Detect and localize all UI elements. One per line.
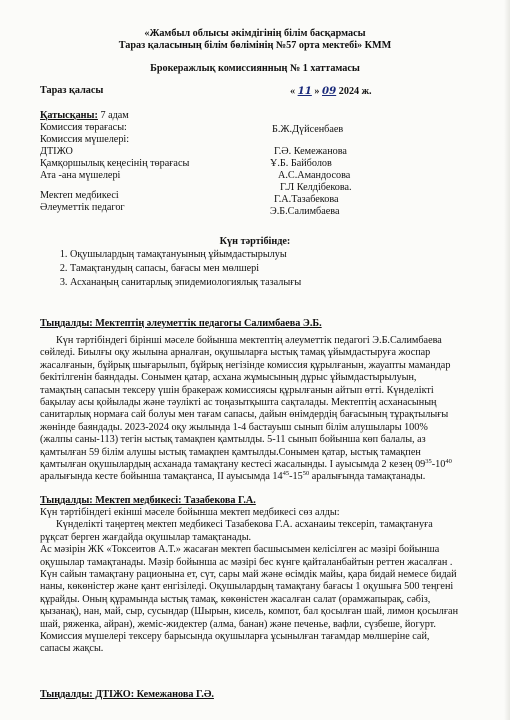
section2-line: Ас мәзірін ЖК «Токсеитов А.Т.» жасаған мектеп басшысымен келісілген ас мәзірі бойынша xyxy=(40,544,440,556)
time-sup: 40 xyxy=(445,458,452,466)
name-keldibekova: Г.Л Келдібекова. xyxy=(280,182,352,193)
role-parents: Ата -ана мүшелері xyxy=(40,170,121,181)
role-board-chair: Қамқоршылық кеңесінің төрағасы xyxy=(40,158,190,169)
section2-line: Күнделікті таңертең мектеп медбикесі Тазабекова Г.А. асханаиы тексеріп, тамақтануға xyxy=(56,519,433,531)
section2-line: Комиссия мүшелері тексеру барысында оқушыларға ұсынылған тағамдар мөлшеріне сай, xyxy=(40,631,430,643)
section1-line: бақылау асы қойылады және тәулікті ас тоңазытқышта сақталады. Мектептің асханасының xyxy=(40,397,437,409)
name-tazabekova: Г.А.Тазабекова xyxy=(274,194,339,205)
section1-line-text: аралығында тамақтанады. xyxy=(309,471,426,483)
section2-line: сапасы жақсы. xyxy=(40,643,104,655)
attendance-value: 7 адам xyxy=(97,110,129,121)
attendance-line xyxy=(40,110,129,122)
agenda-item: 1. Оқушылардың тамақтануының ұйымдастырылуы xyxy=(70,248,490,262)
date-year: 2024 ж. xyxy=(338,86,372,97)
header-line-1: «Жамбыл облысы әкімдігінің білім басқармасы xyxy=(144,28,366,39)
name-baibolov: Ұ.Б. Байболов xyxy=(270,158,332,169)
protocol-title: Брокеражлық комиссиянның № 1 хаттамасы xyxy=(150,63,360,74)
role-social-pedagog: Әлеуметтік педагог xyxy=(40,202,125,213)
role-dtizho: ДТІЖО xyxy=(40,146,73,157)
time-sup: 45 xyxy=(282,470,290,478)
name-kemezhanova: Г.Ә. Кемежанова xyxy=(274,146,347,157)
place-name: Тараз қаласы xyxy=(40,85,104,96)
date-open-quote: « xyxy=(290,86,296,97)
protocol-date xyxy=(290,85,372,98)
section2-line: наны, көкөністер және қант енгізіледі. Оқушылардың тамақтану бағасы 1 оқушыға 500 теңгені xyxy=(40,581,454,593)
role-chair: Комиссия төрағасы: xyxy=(40,122,127,133)
section1-line: Күн тәртібіндегі бірінші мәселе бойынша мектептің әлеуметтік педагогі Э.Б.Салимбаева xyxy=(56,335,442,346)
time-text: -10 xyxy=(431,459,446,471)
attendance-label: Қатысқаны: xyxy=(40,110,98,121)
section1-line: сөйледі. Биылғы оқу жылына арналған, оқушыларға ыстық тамақ ұйымдастыруға жоспар xyxy=(40,347,431,359)
date-day: 11 xyxy=(297,85,312,97)
time-sup: 50 xyxy=(302,470,310,478)
name-chair: Б.Ж.Дүйсенбаев xyxy=(272,124,344,135)
section1-line: бекітілгенін баяндады. Сонымен қатар, асхана жұмысының дұрыс ұйымдастырылуын, xyxy=(40,372,417,384)
section2-line: рұқсат берген жағдайда оқушылар тамақтанады. xyxy=(40,531,252,543)
header-line-2: Тараз қаласының білім бөлімінің №57 орта мектебі» КММ xyxy=(118,40,392,51)
section1-line-text: аралығында кесте бойынша тамақтанса, II ауысымда 14 xyxy=(40,471,283,483)
section2-line: құрайды. Оның құрамында ыстық тамақ, көкөністен жасалған салат (орамжапырақ, сәбіз, xyxy=(40,593,431,605)
section1-heading: Тыңдалды: Мектептің әлеуметтік педагогы Салимбаева Э.Б. xyxy=(40,318,322,329)
agenda-item: 2. Тамақтанудың сапасы, бағасы мен мөлшері xyxy=(70,262,490,276)
time-text: -15 xyxy=(289,471,303,483)
role-nurse: Мектеп медбикесі xyxy=(40,190,119,201)
section2-line: Күн тәртібіндегі екінші мәселе бойынша мектеп медбикесі сөз алды: xyxy=(40,507,340,518)
agenda-item: 3. Асханаңың санитарлық эпидемиологиялық тазалығы xyxy=(70,276,490,290)
section1-body xyxy=(40,335,472,484)
section1-line: (жалпы саны-113) тегін ыстық тамақпен қамтылды. 5-11 сынып бойынша көп балалы, аз xyxy=(40,434,426,446)
scan-edge-shadow xyxy=(504,0,510,720)
section2-line: қызанақ), нан, май, сыр, сусындар (Шырын, кисель, компот, бал қосылған шай, лимон қосылған xyxy=(40,606,459,618)
agenda-list xyxy=(40,248,490,290)
section1-line: санитарлық нормаға сай болуы мен тағам сапасы, дайын өнімдердің бағасының тұрақтылығы xyxy=(40,409,449,421)
section1-line: жөнінде баяндады. 2023-2024 оқу жылында 1-4 бастауыш сынып білім алушылары 100% xyxy=(40,421,428,433)
section1-line: қамтылған 59 білім алушы ыстық тамақпен қамтылды.Сонымен қатар, ыстық тамақпен xyxy=(40,446,421,458)
section2-line: оқушылар тамақтанады. Мәзір бойынша ас мәзірі бес күнге қайталанбайтын реттен жасалған . xyxy=(40,556,453,568)
date-month: 09 xyxy=(322,85,337,97)
name-salimbaeva: Э.Б.Салимбаева xyxy=(270,206,340,217)
section3-heading: Тыңдалды: ДТІЖО: Кемежанова Г.Ә. xyxy=(40,689,214,700)
section2-line: Күн сайын тамақтану рационына ет, сүт, сары май және өсімдік майы, қара бидай немесе бидай xyxy=(40,569,457,581)
section1-line xyxy=(40,459,472,471)
section1-line: жасалғанын, бұйрық шығарылып, бұйрық негізінде комиссия құрылғанын, жауапты мамандар xyxy=(40,359,451,371)
date-close-quote: » xyxy=(314,86,320,97)
section1-line xyxy=(40,471,472,483)
section1-line-text: қамтылған оқушылардың асханада тамақтану кестесі жасалынды. I ауысымда 2 кезең 09 xyxy=(40,459,426,471)
agenda-title: Күн тәртібінде: xyxy=(219,236,291,247)
section1-line: тамақтың сапасын тексеру үшін бракераж комиссиясы құрылғанын айтып өтті. Күнделікті xyxy=(40,384,434,396)
section2-heading: Тыңдалды: Мектеп медбикесі: Тазабекова Г.А. xyxy=(40,495,256,506)
role-members: Комиссия мүшелері: xyxy=(40,134,130,145)
name-amandosova: А.С.Амандосова xyxy=(278,170,351,181)
time-sup: 35 xyxy=(425,458,432,466)
section2-line: шай, ряженка, айран), жеміс-жидектер (алма, банан) және печенье, вафли, сүзбеше, йогурт. xyxy=(40,618,436,630)
section2-body xyxy=(40,507,472,656)
